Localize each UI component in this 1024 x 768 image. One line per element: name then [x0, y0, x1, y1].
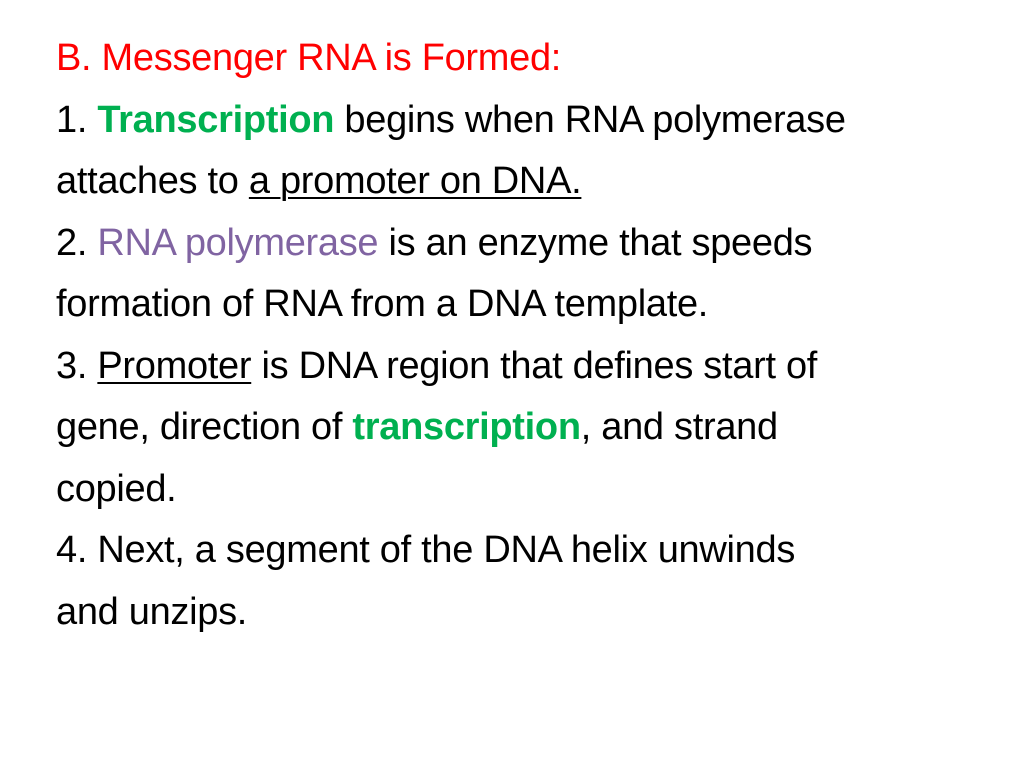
point-4-line-2: and unzips. [56, 590, 248, 633]
point-3-term: Promoter [97, 344, 252, 387]
point-2-line-1 [56, 213, 1014, 275]
point-3-text-2: gene, direction of [56, 406, 353, 448]
point-1-term: Transcription [97, 98, 335, 141]
point-3-line-3: copied. [56, 467, 177, 510]
slide-heading: B. Messenger RNA is Formed: [56, 37, 562, 79]
point-3-line-1 [56, 336, 1014, 398]
point-2-number: 2. [56, 221, 98, 264]
point-1-line-2 [56, 151, 1014, 213]
point-3-text-3: , and strand [580, 406, 778, 448]
point-1-line-1 [56, 90, 1014, 152]
point-1-number: 1. [56, 98, 98, 141]
point-3-number: 3. [56, 344, 98, 387]
point-4-line-1: 4. Next, a segment of the DNA helix unwinds [56, 529, 796, 571]
point-3-term-2: transcription [352, 406, 581, 448]
point-1-text: begins when RNA polymerase [334, 98, 846, 141]
point-2-text: is an enzyme that speeds [378, 221, 813, 264]
point-3-line-2 [56, 397, 1014, 459]
point-1-underlined-text: a promoter on DNA. [248, 160, 582, 202]
point-3-text: is DNA region that defines start of [251, 344, 818, 387]
point-2-line-2: formation of RNA from a DNA template. [56, 283, 709, 325]
point-1-text-2: attaches to [56, 160, 249, 202]
point-2-term: RNA polymerase [97, 221, 379, 264]
